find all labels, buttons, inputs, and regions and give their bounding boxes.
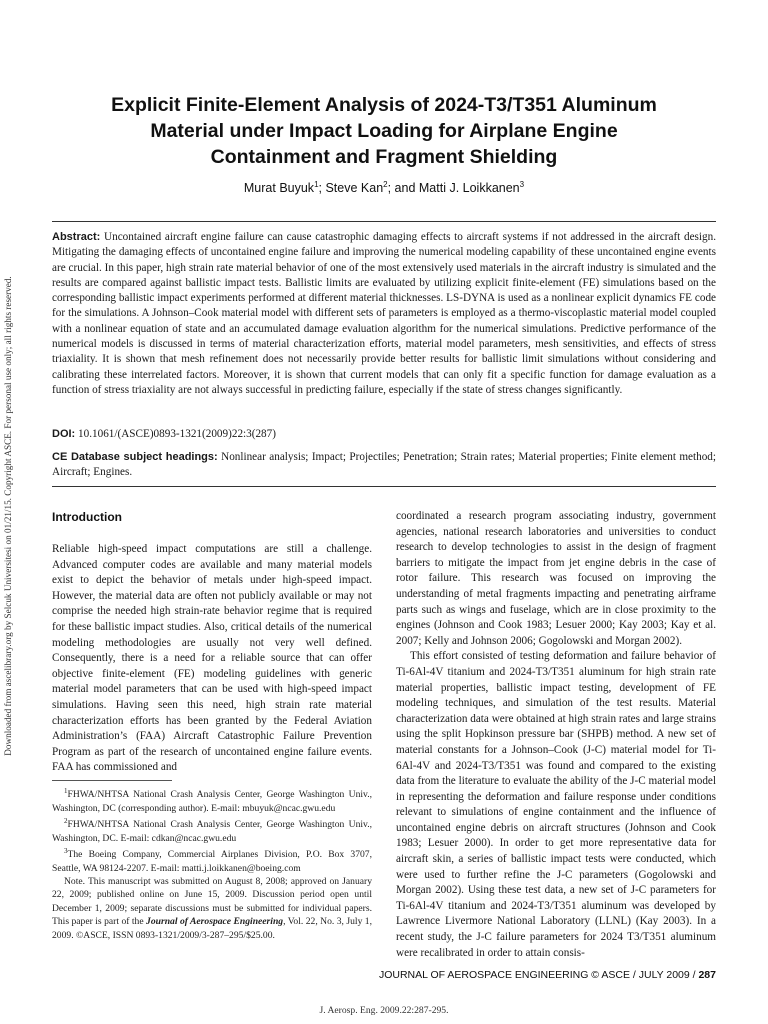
author-1-affiliation: 1 <box>314 180 319 189</box>
note-text: Note. This manuscript was submitted on August 8, 2008; approved on January 22, 2009; published online on June 15, 2009. Discussion period open until December 1, 2009; separate discussions must be submitted for individual papers. This paper is part of the <box>52 876 372 928</box>
running-footer-text: JOURNAL OF AEROSPACE ENGINEERING © ASCE / JULY 2009 / <box>378 969 699 981</box>
subject-headings-value: Nonlinear analysis; Impact; Projectiles; Penetration; Strain rates; Material properties; Finite element method; Aircraft; Engines. <box>52 451 717 479</box>
body-paragraph: coordinated a research program associating industry, government agencies, national research laboratories and universities to conduct research to develop technologies to assist in the design of fragment barriers to mitigate the impact from jet engine debris in the case of rotor failure. This research was focused on improving the understanding of metal fragments impacting and penetrating airframe parts such as wings and fuselage, which are in close proximity to the engines (Johnson and Cook 1983; Lesuer 2000; Kay 2003; Kay et al. 2007; Kelly and Johnson 2006; Gogolowski and Morgan 2002). <box>396 510 716 647</box>
section-heading-introduction: Introduction <box>52 510 122 524</box>
author-list <box>52 180 716 195</box>
running-footer <box>379 969 716 981</box>
title-line-2: Material under Impact Loading for Airplane Engine <box>150 120 618 142</box>
footnotes <box>52 785 372 942</box>
footnote-2 <box>52 815 372 845</box>
doi-label: DOI: <box>52 428 76 440</box>
body-paragraph: Reliable high-speed impact computations are still a challenge. Advanced computer codes are available and many material models exist to depict the behavior of metals under high-speed impact. However, the material data are often not publicly available or may not comprise the needed high strain-rate behavior regime that is required for these ballistic impact studies. Also, critical details of the numerical modeling methodologies are usually not very well defined. Consequently, there is a need for a reliable source that can offer objective finite-element (FE) modeling guidelines with generic material model parameters that can be used with high-speed impact simulations. Having seen this need, high strain rate material characterization efforts has been granted by the Federal Aviation Administration’s (FAA) Aircraft Catastrophic Failure Prevention Program as part of the research of uncontained engine failure events. FAA has commissioned and <box>52 543 372 774</box>
author-2: Steve Kan <box>325 181 384 196</box>
abstract-top-rule <box>52 221 716 222</box>
author-3-affiliation: 3 <box>519 180 525 189</box>
subject-headings <box>52 450 716 481</box>
footnote-marker: 2 <box>64 817 68 825</box>
footnote-1 <box>52 785 372 815</box>
title-line-3: Containment and Fragment Shielding <box>210 146 558 168</box>
footnote-rule <box>52 780 172 781</box>
manuscript-note <box>52 875 372 942</box>
paper-title <box>52 92 716 170</box>
footnote-text: FHWA/NHTSA National Crash Analysis Center, George Washington Univ., Washington, DC (corresponding author). E-mail: mbuyuk@ncac.gwu.edu <box>52 789 372 814</box>
author-separator: ; <box>318 181 326 196</box>
page-number: 287 <box>698 969 716 981</box>
footnote-marker: 1 <box>64 787 68 795</box>
author-3: Matti J. Loikkanen <box>418 181 520 196</box>
author-separator: ; and <box>387 181 419 196</box>
doi-value[interactable]: 10.1061/(ASCE)0893-1321(2009)22:3(287) <box>78 428 276 440</box>
right-column <box>396 509 716 961</box>
footnote-text: The Boeing Company, Commercial Airplanes Division, P.O. Box 3707, Seattle, WA 98124-2207. E-mail: matti.j.loikkanen@boeing.com <box>52 849 372 874</box>
author-2-affiliation: 2 <box>383 180 388 189</box>
download-side-note: Downloaded from ascelibrary.org by Selcuk Universitesi on 01/21/15. Copyright ASCE. For personal use only; all rights reserved. <box>3 276 13 756</box>
footnote-text: FHWA/NHTSA National Crash Analysis Center, George Washington Univ., Washington, DC. E-mail: cdkan@ncac.gwu.edu <box>52 819 372 844</box>
abstract-label: Abstract: <box>52 231 101 243</box>
abstract-bottom-rule <box>52 486 716 487</box>
body-paragraph: This effort consisted of testing deformation and failure behavior of Ti-6Al-4V titanium and 2024-T3/T351 aluminum for high strain rate material properties, ballistic impact testing, development of FE modeling techniques, and simulation of the test results. Material characterization data were obtained at high strain rates and large strains using the split Hopkinson pressure bar (SHPB) method. A new set of material constants for a Johnson–Cook (J-C) material model for Ti-6Al-4V and 2024-T3/T351 was found and compared to the existing data from the literature to evaluate the ability of the J-C material model in representing the deformation and failure response under conditions relevant to simulations of engine containment and the influence of uncontained engine debris on aircraft structures (Johnson and Cook 1983; Lesuer 2000). In order to get more representative data for aircraft skin, a series of ballistic impact tests were conducted, which were used to further refine the J-C parameters (Gogolowski and Morgan 2002). Using these test data, a new set of J-C parameters for Ti-6Al-4V titanium and 2024-T3/T351 aluminum was developed by Lawrence Livermore National Laboratory (LLNL) (Kay 2003). In a recent study, the J-C failure parameters for 2024 T3/T351 aluminum were recalibrated in order to attain consis- <box>396 650 716 959</box>
note-text: , Vol. 22, No. 3, July 1, 2009. ©ASCE, ISSN 0893-1321/2009/3-287–295/$25.00. <box>52 916 373 941</box>
footnote-marker: 3 <box>64 847 68 855</box>
left-column <box>52 542 372 776</box>
citation-footer: J. Aerosp. Eng. 2009.22:287-295. <box>319 1005 449 1016</box>
footnote-3 <box>52 845 372 875</box>
journal-name: Journal of Aerospace Engineering <box>146 916 284 928</box>
author-1: Murat Buyuk <box>243 181 315 196</box>
doi <box>52 428 716 440</box>
subject-headings-label: CE Database subject headings: <box>52 451 218 463</box>
abstract <box>52 230 716 398</box>
title-line-1: Explicit Finite-Element Analysis of 2024-T3/T351 Aluminum <box>111 94 657 116</box>
abstract-text: Uncontained aircraft engine failure can cause catastrophic damaging effects to aircraft systems if not addressed in the aircraft design. Mitigating the damaging effects of uncontained engine failure and improving the numerical modeling capability of these uncontained engine events are crucial. In this paper, high strain rate material behavior of one of the most extensively used materials in the aircraft industry is simulated and the results are compared against ballistic impact tests. Ballistic limits are evaluated by utilizing explicit finite-element (FE) simulations based on the corresponding ballistic impact experiments performed at different material thicknesses. LS-DYNA is used as a nonlinear explicit dynamics FE code for the simulations. A Johnson–Cook material model with different sets of parameters is employed as a thermo-viscoplastic material model coupled with a nonlinear equation of state and an accumulated damage evaluation algorithm for the numerical simulations. Predictive performance of the numerical models is discussed in terms of material characterization efforts, material model parameters, mesh sensitivities, and effects of stress triaxiality. It is shown that mesh refinement does not necessarily provide better results for ballistic limit simulations without considering and calibrating these interrelated factors. Moreover, it is shown that current models that can only fit a specific function for damage evaluation as a function of stress triaxiality are not always successful in predicting failure, especially if the state of stress changes significantly. <box>52 231 717 396</box>
